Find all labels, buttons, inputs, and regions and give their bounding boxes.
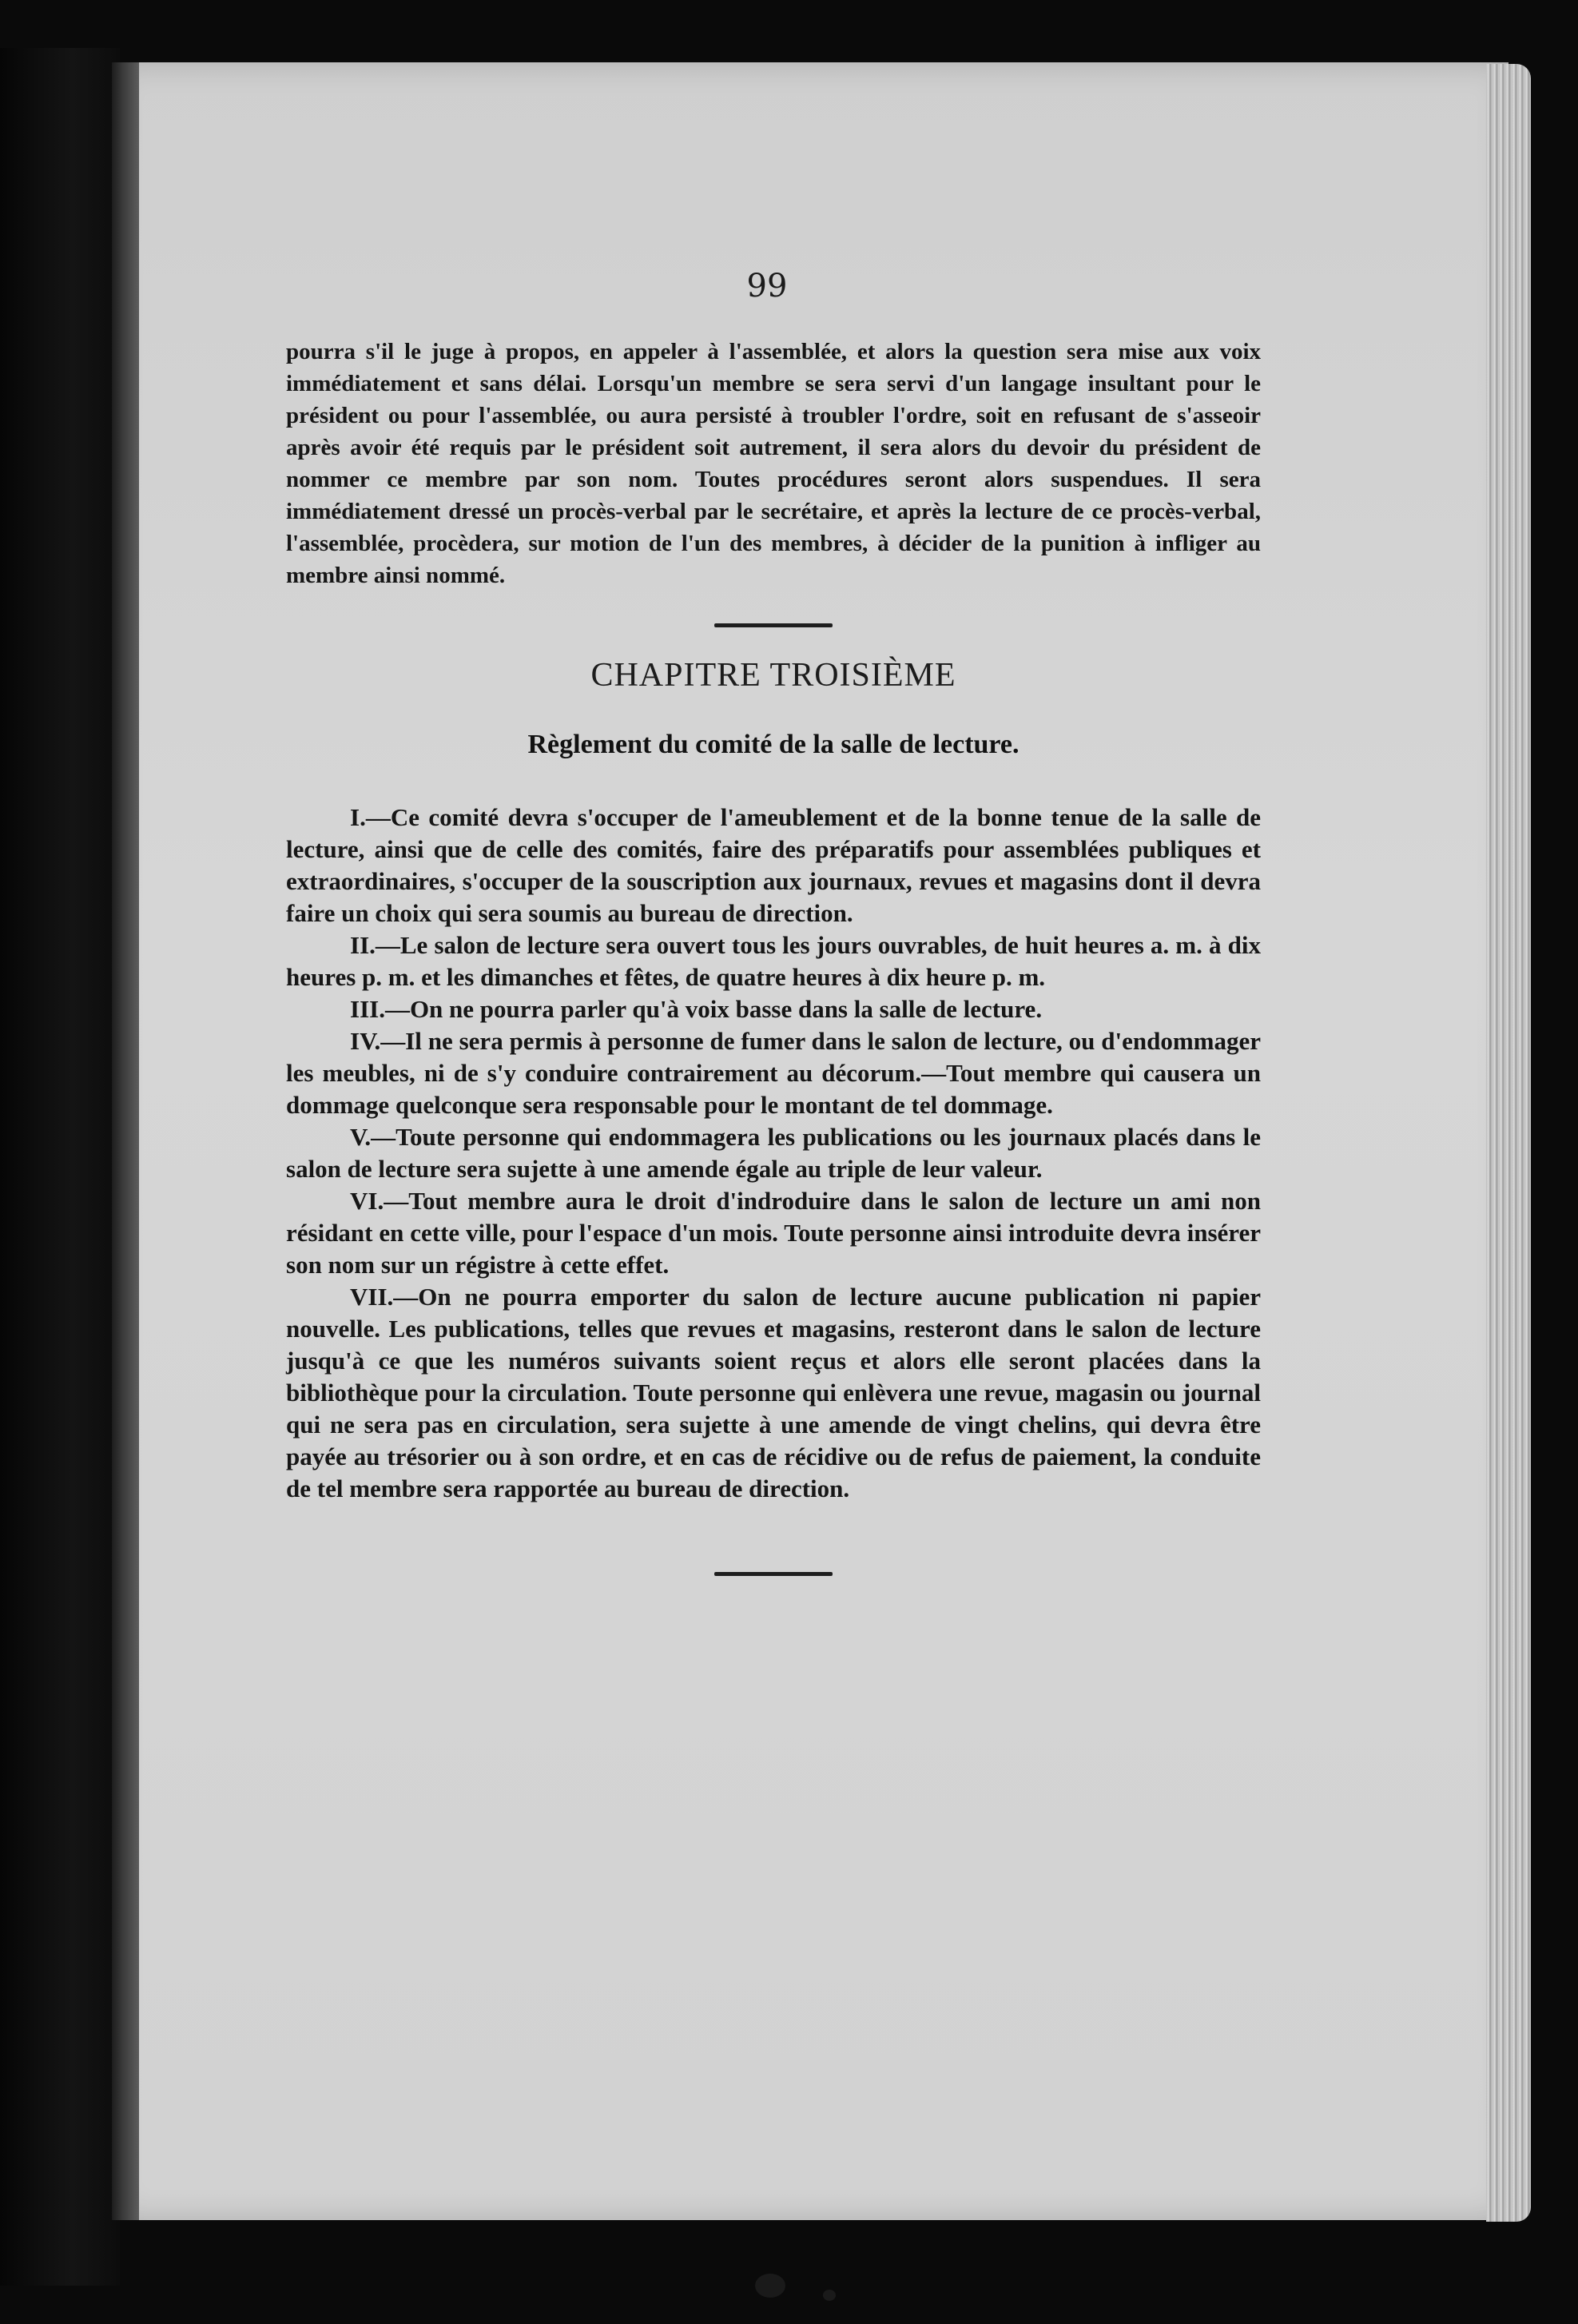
facing-page-edge <box>0 48 120 2286</box>
page-text <box>286 336 1261 1576</box>
page-stack-edge <box>1486 64 1531 2222</box>
chapter-title: CHAPITRE TROISIÈME <box>590 657 956 694</box>
opening-paragraph: pourra s'il le juge à propos, en appeler à l'assemblée, et alors la question sera mise aux voix immédiatement et sans délai. Lorsqu'un membre se sera servi d'un langage insultant pour le président ou pour l'assemblée, ou aura persisté à troubler l'ordre, soit en refusant de s'asseoir après avoir été requis par le président soit autrement, il sera alors du devoir du président de nommer ce membre par son nom. Toutes procédures seront alors suspendues. Il sera immédiatement dressé un procès-verbal par le secrétaire, et après la lecture de ce procès-verbal, l'assemblée, procèdera, sur motion de l'un des membres, à décider de la punition à infliger au membre ainsi nommé. <box>286 339 1261 588</box>
divider-rule <box>714 623 833 627</box>
page-number: 99 <box>746 268 788 304</box>
article-list <box>286 802 1261 1505</box>
article-6: VI.—Tout membre aura le droit d'indroduire dans le salon de lecture un ami non résidant en cette ville, pour l'espace d'un mois. Toute personne ainsi introduite devra insérer son nom sur un régistre à cette effet. <box>286 1187 1261 1279</box>
article-4: IV.—Il ne sera permis à personne de fumer dans le salon de lecture, ou d'endommager les meubles, ni de s'y conduire contrairement au décorum.—Tout membre qui causera un dommage quelconque sera responsable pour le montant de tel dommage. <box>286 1027 1261 1119</box>
section-title: Règlement du comité de la salle de lecture. <box>527 730 1020 759</box>
article-7: VII.—On ne pourra emporter du salon de lecture aucune publication ni papier nouvelle. Les publications, telles que revues et magasins, resteront dans le salon de lecture jusqu'à ce que les numéros suivants soient reçus et alors elle seront placées dans la bibliothèque pour la circulation. Toute personne qui enlèvera une revue, magasin ou journal qui ne sera pas en circulation, sera sujette à une amende de vingt chelins, qui devra être payée au trésorier ou à son ordre, et en cas de récidive ou de refus de paiement, la conduite de tel membre sera rapportée au bureau de direction. <box>286 1283 1261 1502</box>
scan-speck <box>823 2290 836 2301</box>
article-1: I.—Ce comité devra s'occuper de l'ameublement et de la bonne tenue de la salle de lecture, ainsi que de celle des comités, faire des préparatifs pour assemblées publiques et extraordinaires, s'occuper de la souscription aux journaux, revues et magasins dont il devra faire un choix qui sera soumis au bureau de direction. <box>286 803 1261 927</box>
page-gutter <box>112 62 139 2220</box>
article-5: V.—Toute personne qui endommagera les publications ou les journaux placés dans le salon de lecture sera sujette à une amende égale au triple de leur valeur. <box>286 1123 1261 1183</box>
article-3: III.—On ne pourra parler qu'à voix basse dans la salle de lecture. <box>350 995 1043 1023</box>
end-rule <box>714 1572 833 1576</box>
article-2: II.—Le salon de lecture sera ouvert tous les jours ouvrables, de huit heures a. m. à dix heures p. m. et les dimanches et fêtes, de quatre heures à dix heure p. m. <box>286 931 1261 991</box>
scan-speck <box>755 2274 785 2298</box>
